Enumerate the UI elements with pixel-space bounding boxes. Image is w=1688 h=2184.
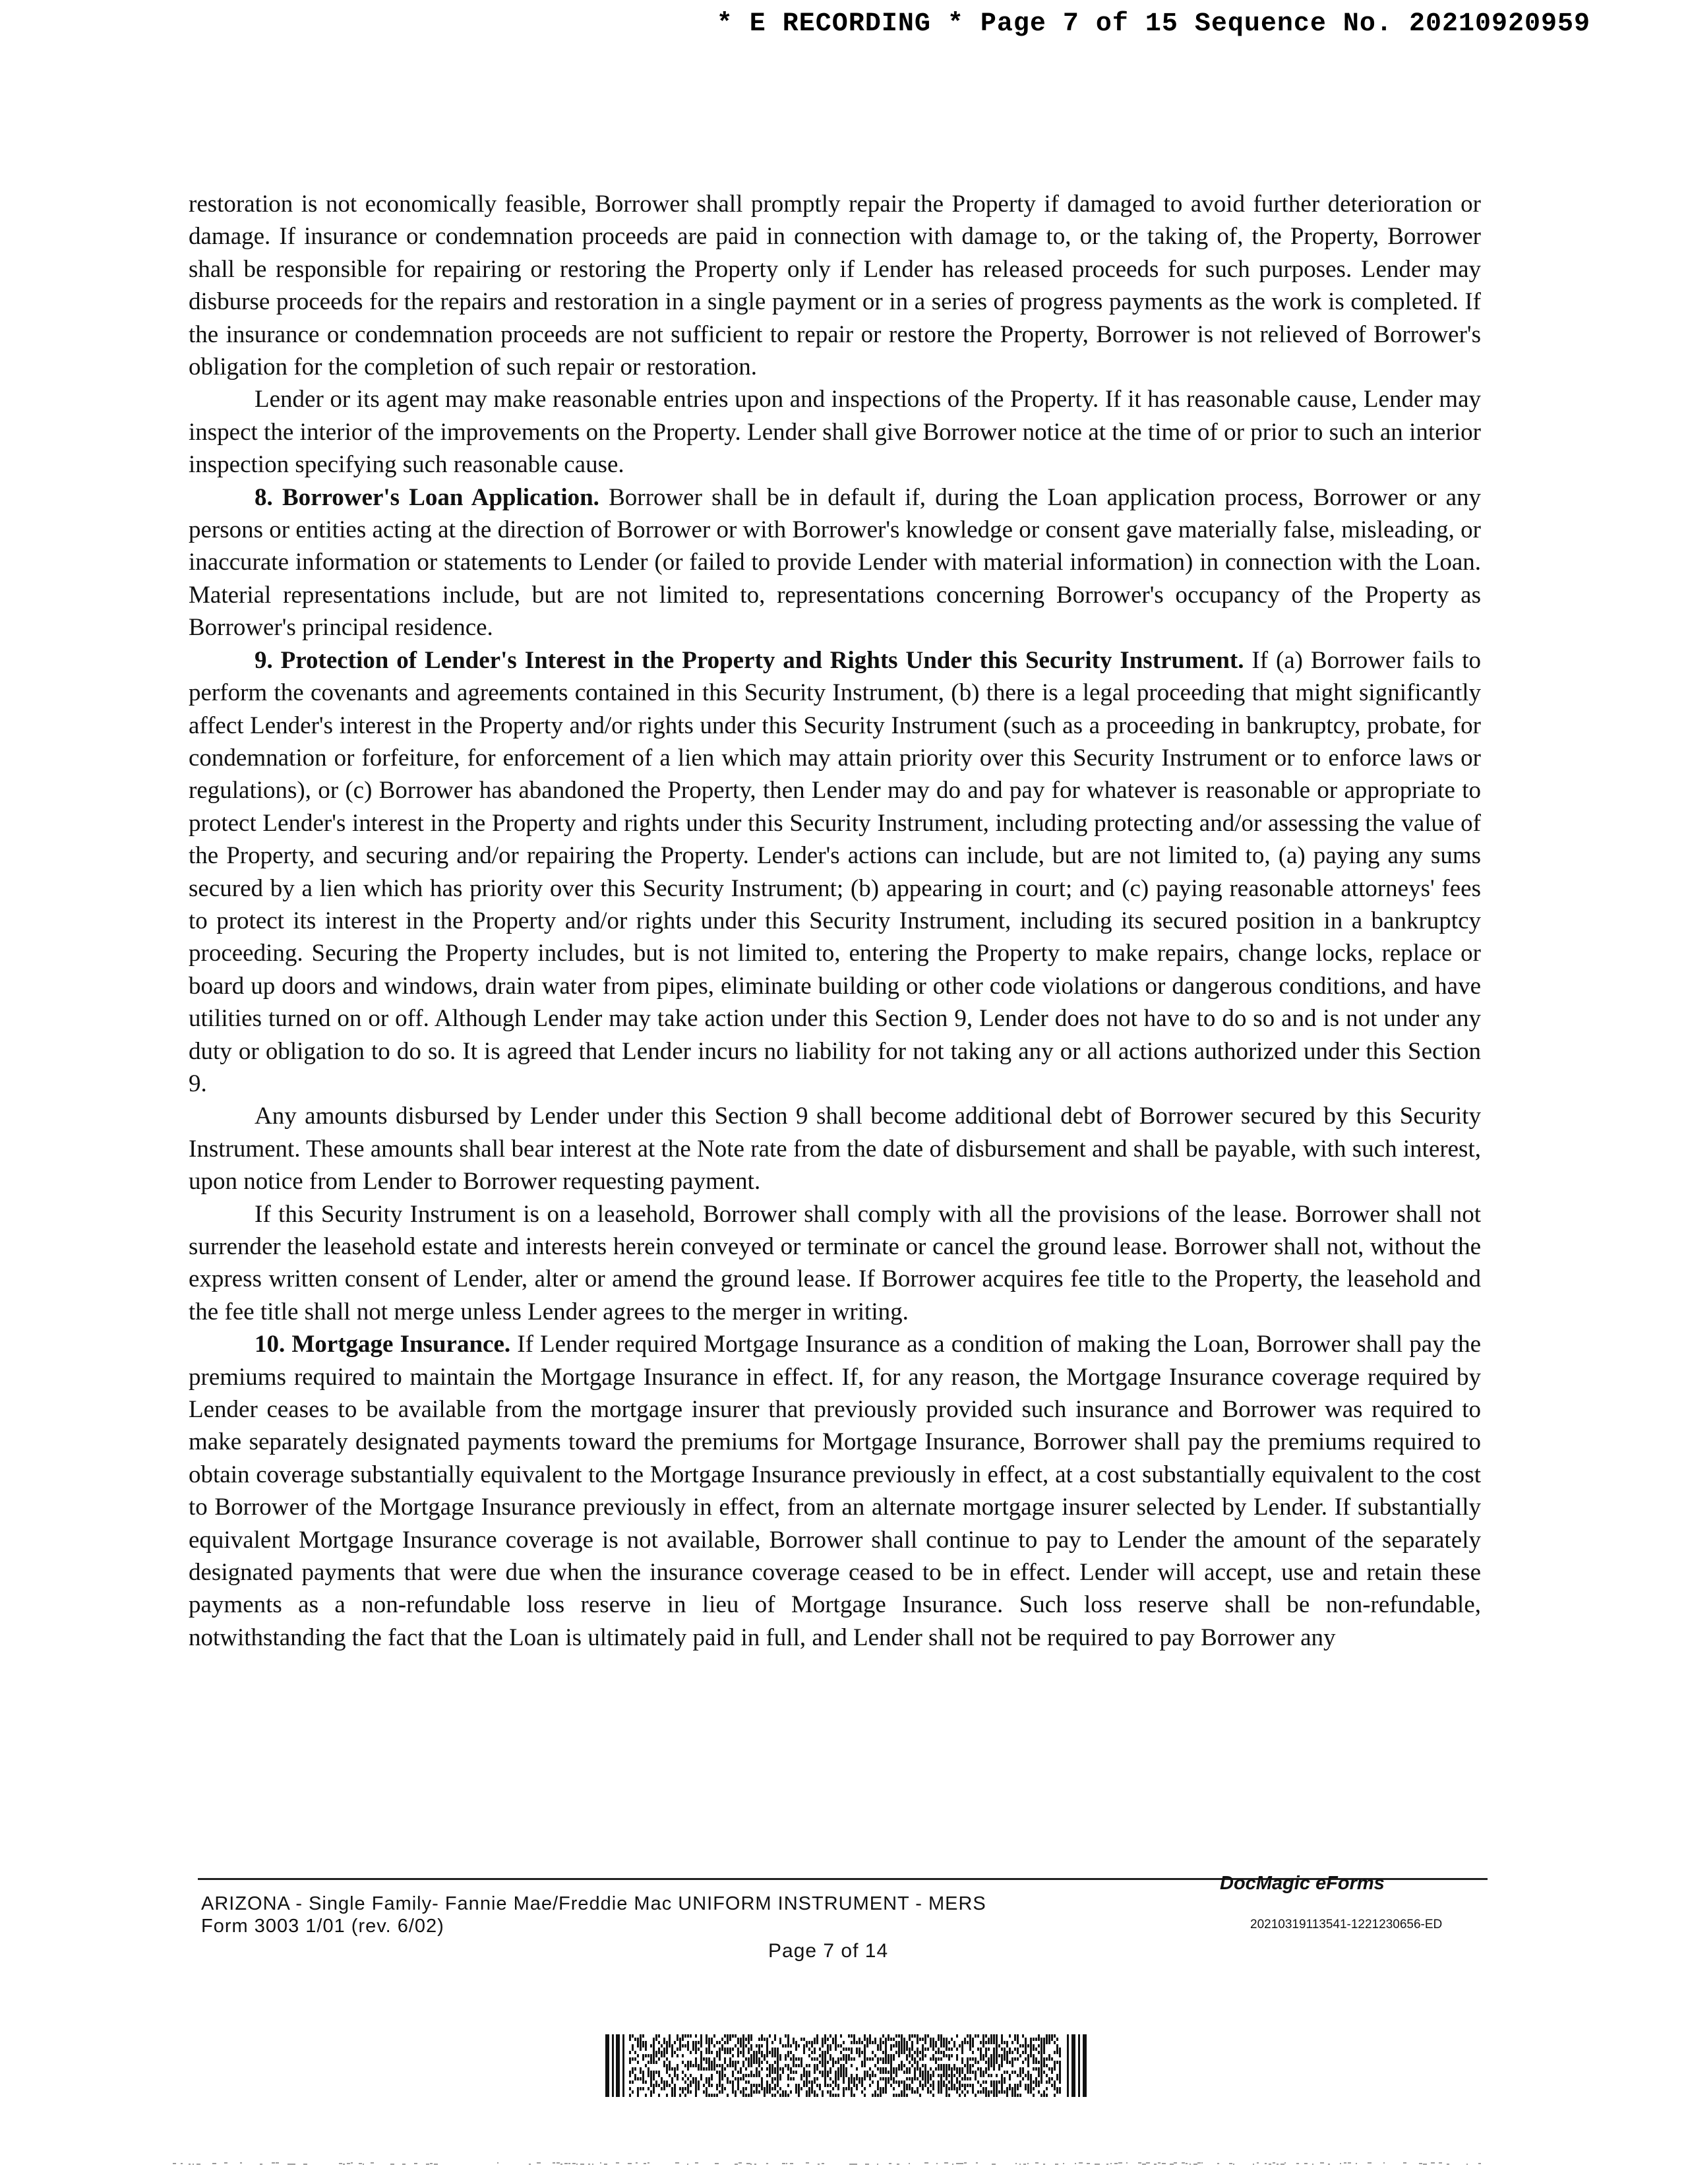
section-8 [189,481,1481,644]
paragraph-restoration: restoration is not economically feasible, Borrower shall promptly repair the Property if damaged to avoid further deterioration or damage. If insurance or condemnation proceeds are paid in connection with damage to, or the taking of, the Property, Borrower shall be responsible for repairing or restoring the Property only if Lender has released proceeds for such purposes. Lender may disburse proceeds for the repairs and restoration in a single payment or in a series of progress payments as the work is completed. If the insurance or condemnation proceeds are not sufficient to repair or restore the Property, Borrower is not relieved of Borrower's obligation for the completion of such repair or restoration. [189,191,1481,381]
document-body [189,188,1481,1654]
paragraph-leasehold: If this Security Instrument is on a leasehold, Borrower shall comply with all the provisions of the lease. Borrower shall not surrender the leasehold estate and interests herein conveyed or terminate or cancel the ground lease. Borrower shall not, without the express written consent of Lender, alter or amend the ground lease. If Borrower acquires fee title to the Property, the leasehold and the fee title shall not merge unless Lender agrees to the merger in writing. [189,1200,1481,1325]
section-10-text: If Lender required Mortgage Insurance as a condition of making the Loan, Borrower shall pay the premiums required to maintain the Mortgage Insurance in effect. If, for any reason, the Mortgage Insurance coverage required by Lender ceases to be available from the mortgage insurer that previously provided such insurance and Borrower was required to make separately designated payments toward the premiums for Mortgage Insurance, Borrower shall pay the premiums required to obtain coverage substantially equivalent to the Mortgage Insurance previously in effect, at a cost substantially equivalent to the cost to Borrower of the Mortgage Insurance previously in effect, from an alternate mortgage insurer selected by Lender. If substantially equivalent Mortgage Insurance coverage is not available, Borrower shall continue to pay to Lender the amount of the separately designated payments that were due when the insurance coverage ceased to be in effect. Lender will accept, use and retain these payments as a non-refundable loss reserve in lieu of Mortgage Insurance. Such loss reserve shall be non-refundable, notwithstanding the fact that the Loan is ultimately paid in full, and Lender shall not be required to pay Borrower any [189,1331,1482,1651]
scan-edge-noise [0,2162,1688,2166]
section-8-title: 8. Borrower's Loan Application. [255,483,599,511]
footer-form-info [201,1893,986,1937]
footer-brand: DocMagic eForms [1220,1873,1385,1894]
section-9-title: 9. Protection of Lender's Interest in the Property and Rights Under this Security Instrument. [255,646,1244,674]
recording-stamp: * E RECORDING * Page 7 of 15 Sequence No. 20210920959 [716,9,1590,39]
paragraph-amounts-disbursed: Any amounts disbursed by Lender under this Section 9 shall become additional debt of Borrower secured by this Security Instrument. These amounts shall bear interest at the Note rate from the date of disbursement and shall be payable, with such interest, upon notice from Lender to Borrower requesting payment. [189,1103,1481,1196]
paragraph-inspection: Lender or its agent may make reasonable entries upon and inspections of the Property. If it has reasonable cause, Lender may inspect the interior of the improvements on the Property. Lender shall give Borrower notice at the time of or prior to such an interior inspection specifying such reasonable cause. [189,386,1481,479]
section-8-text: Borrower shall be in default if, during the Loan application process, Borrower or any persons or entities acting at the direction of Borrower or with Borrower's knowledge or consent gave materially false, misleading, or inaccurate information or statements to Lender (or failed to provide Lender with material information) in connection with the Loan. Material representations include, but are not limited to, representations concerning Borrower's occupancy of the Property as Borrower's principal residence. [189,483,1481,642]
footer-form-line2: Form 3003 1/01 (rev. 6/02) [201,1916,444,1937]
section-10-title: 10. Mortgage Insurance. [255,1331,511,1358]
footer-doc-id: 20210319113541-1221230656-ED [1250,1918,1443,1931]
barcode-icon [605,2034,1087,2097]
footer-form-line1: ARIZONA - Single Family- Fannie Mae/Freddie Mac UNIFORM INSTRUMENT - MERS [201,1893,986,1914]
footer-page-number: Page 7 of 14 [768,1940,889,1962]
section-9 [189,644,1481,1101]
section-10 [189,1328,1481,1654]
section-9-text: If (a) Borrower fails to perform the covenants and agreements contained in this Security Instrument, (b) there is a legal proceeding that might significantly affect Lender's interest in the Property and/or rights under this Security Instrument (such as a proceeding in bankruptcy, probate, for condemnation or forfeiture, for enforcement of a lien which may attain priority over this Security Instrument or to enforce laws or regulations), or (c) Borrower has abandoned the Property, then Lender may do and pay for whatever is reasonable or appropriate to protect Lender's interest in the Property and rights under this Security Instrument, including protecting and/or assessing the value of the Property, and securing and/or repairing the Property. Lender's actions can include, but are not limited to, (a) paying any sums secured by a lien which has priority over this Security Instrument; (b) appearing in court; and (c) paying reasonable attorneys' fees to protect its interest in the Property and/or rights under this Security Instrument, including its secured position in a bankruptcy proceeding. Securing the Property includes, but is not limited to, entering the Property to make repairs, change locks, replace or board up doors and windows, drain water from pipes, eliminate building or other code violations or dangerous conditions, and have utilities turned on or off. Although Lender may take action under this Section 9, Lender does not have to do so and is not under any duty or obligation to do so. It is agreed that Lender incurs no liability for not taking any or all actions authorized under this Section 9. [189,646,1482,1097]
